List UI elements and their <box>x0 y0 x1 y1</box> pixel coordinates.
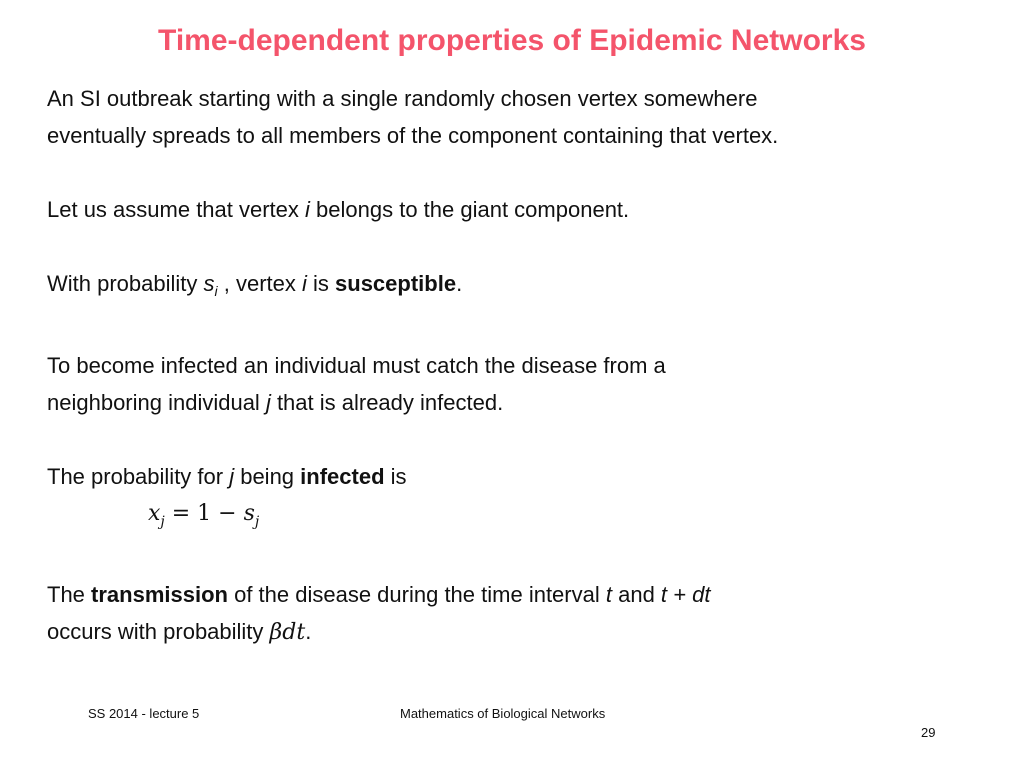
paragraph-giant-component <box>47 191 987 228</box>
math-x: x <box>148 501 161 526</box>
paragraph-infected-probability <box>47 458 987 539</box>
text-segment: The <box>47 582 92 607</box>
text-segment: is <box>384 464 407 489</box>
text-segment: belongs to the giant component. <box>309 197 630 222</box>
text-line <box>47 458 987 495</box>
text-segment: Let us assume that vertex <box>47 197 306 222</box>
bold-term-transmission: transmission <box>91 582 228 607</box>
math-operator: = 1 − <box>164 501 244 526</box>
variable-t-plus-dt: t + dt <box>660 582 711 607</box>
equation-xj <box>47 497 987 539</box>
variable-j: j <box>229 464 235 489</box>
text-segment: that is already infected. <box>270 390 504 415</box>
text-line <box>47 613 987 651</box>
paragraph-si-outbreak <box>47 80 987 154</box>
text-segment: The probability for <box>47 464 230 489</box>
text-segment: occurs with probability <box>47 619 270 644</box>
text-line <box>47 576 987 613</box>
variable-i: i <box>305 197 310 222</box>
variable-i: i <box>302 271 307 296</box>
footer-course-title: Mathematics of Biological Networks <box>400 706 606 721</box>
text-segment: being <box>234 464 301 489</box>
subscript-i: i <box>214 283 218 299</box>
paragraph-infection <box>47 347 987 421</box>
slide-title: Time-dependent properties of Epidemic Networks <box>158 24 866 57</box>
text-segment: , vertex <box>217 271 302 296</box>
variable-j: j <box>265 390 271 415</box>
page-number: 29 <box>921 725 936 740</box>
variable-s: s <box>203 271 215 296</box>
text-segment: . <box>456 271 463 296</box>
math-s: s <box>243 501 255 526</box>
math-beta-dt: βdt <box>269 620 306 645</box>
bold-term-infected: infected <box>300 464 385 489</box>
text-segment: . <box>305 619 312 644</box>
paragraph-susceptible <box>47 265 987 310</box>
text-line <box>47 191 987 228</box>
paragraph-transmission <box>47 576 987 651</box>
text-segment: is <box>306 271 336 296</box>
text-line <box>47 384 987 421</box>
text-line: eventually spreads to all members of the component containing that vertex. <box>47 123 779 148</box>
text-line: To become infected an individual must catch the disease from a <box>47 353 666 378</box>
text-segment: neighboring individual <box>47 390 266 415</box>
text-segment: of the disease during the time interval <box>227 582 606 607</box>
text-segment: and <box>611 582 661 607</box>
math-subscript-j: j <box>254 514 260 530</box>
text-segment: With probability <box>47 271 204 296</box>
text-line: An SI outbreak starting with a single randomly chosen vertex somewhere <box>47 86 758 111</box>
footer-lecture: SS 2014 - lecture 5 <box>88 706 200 721</box>
variable-t: t <box>605 582 612 607</box>
math-subscript-j: j <box>160 514 165 530</box>
bold-term-susceptible: susceptible <box>335 271 457 296</box>
text-line <box>47 265 987 310</box>
slide-body <box>47 80 987 688</box>
